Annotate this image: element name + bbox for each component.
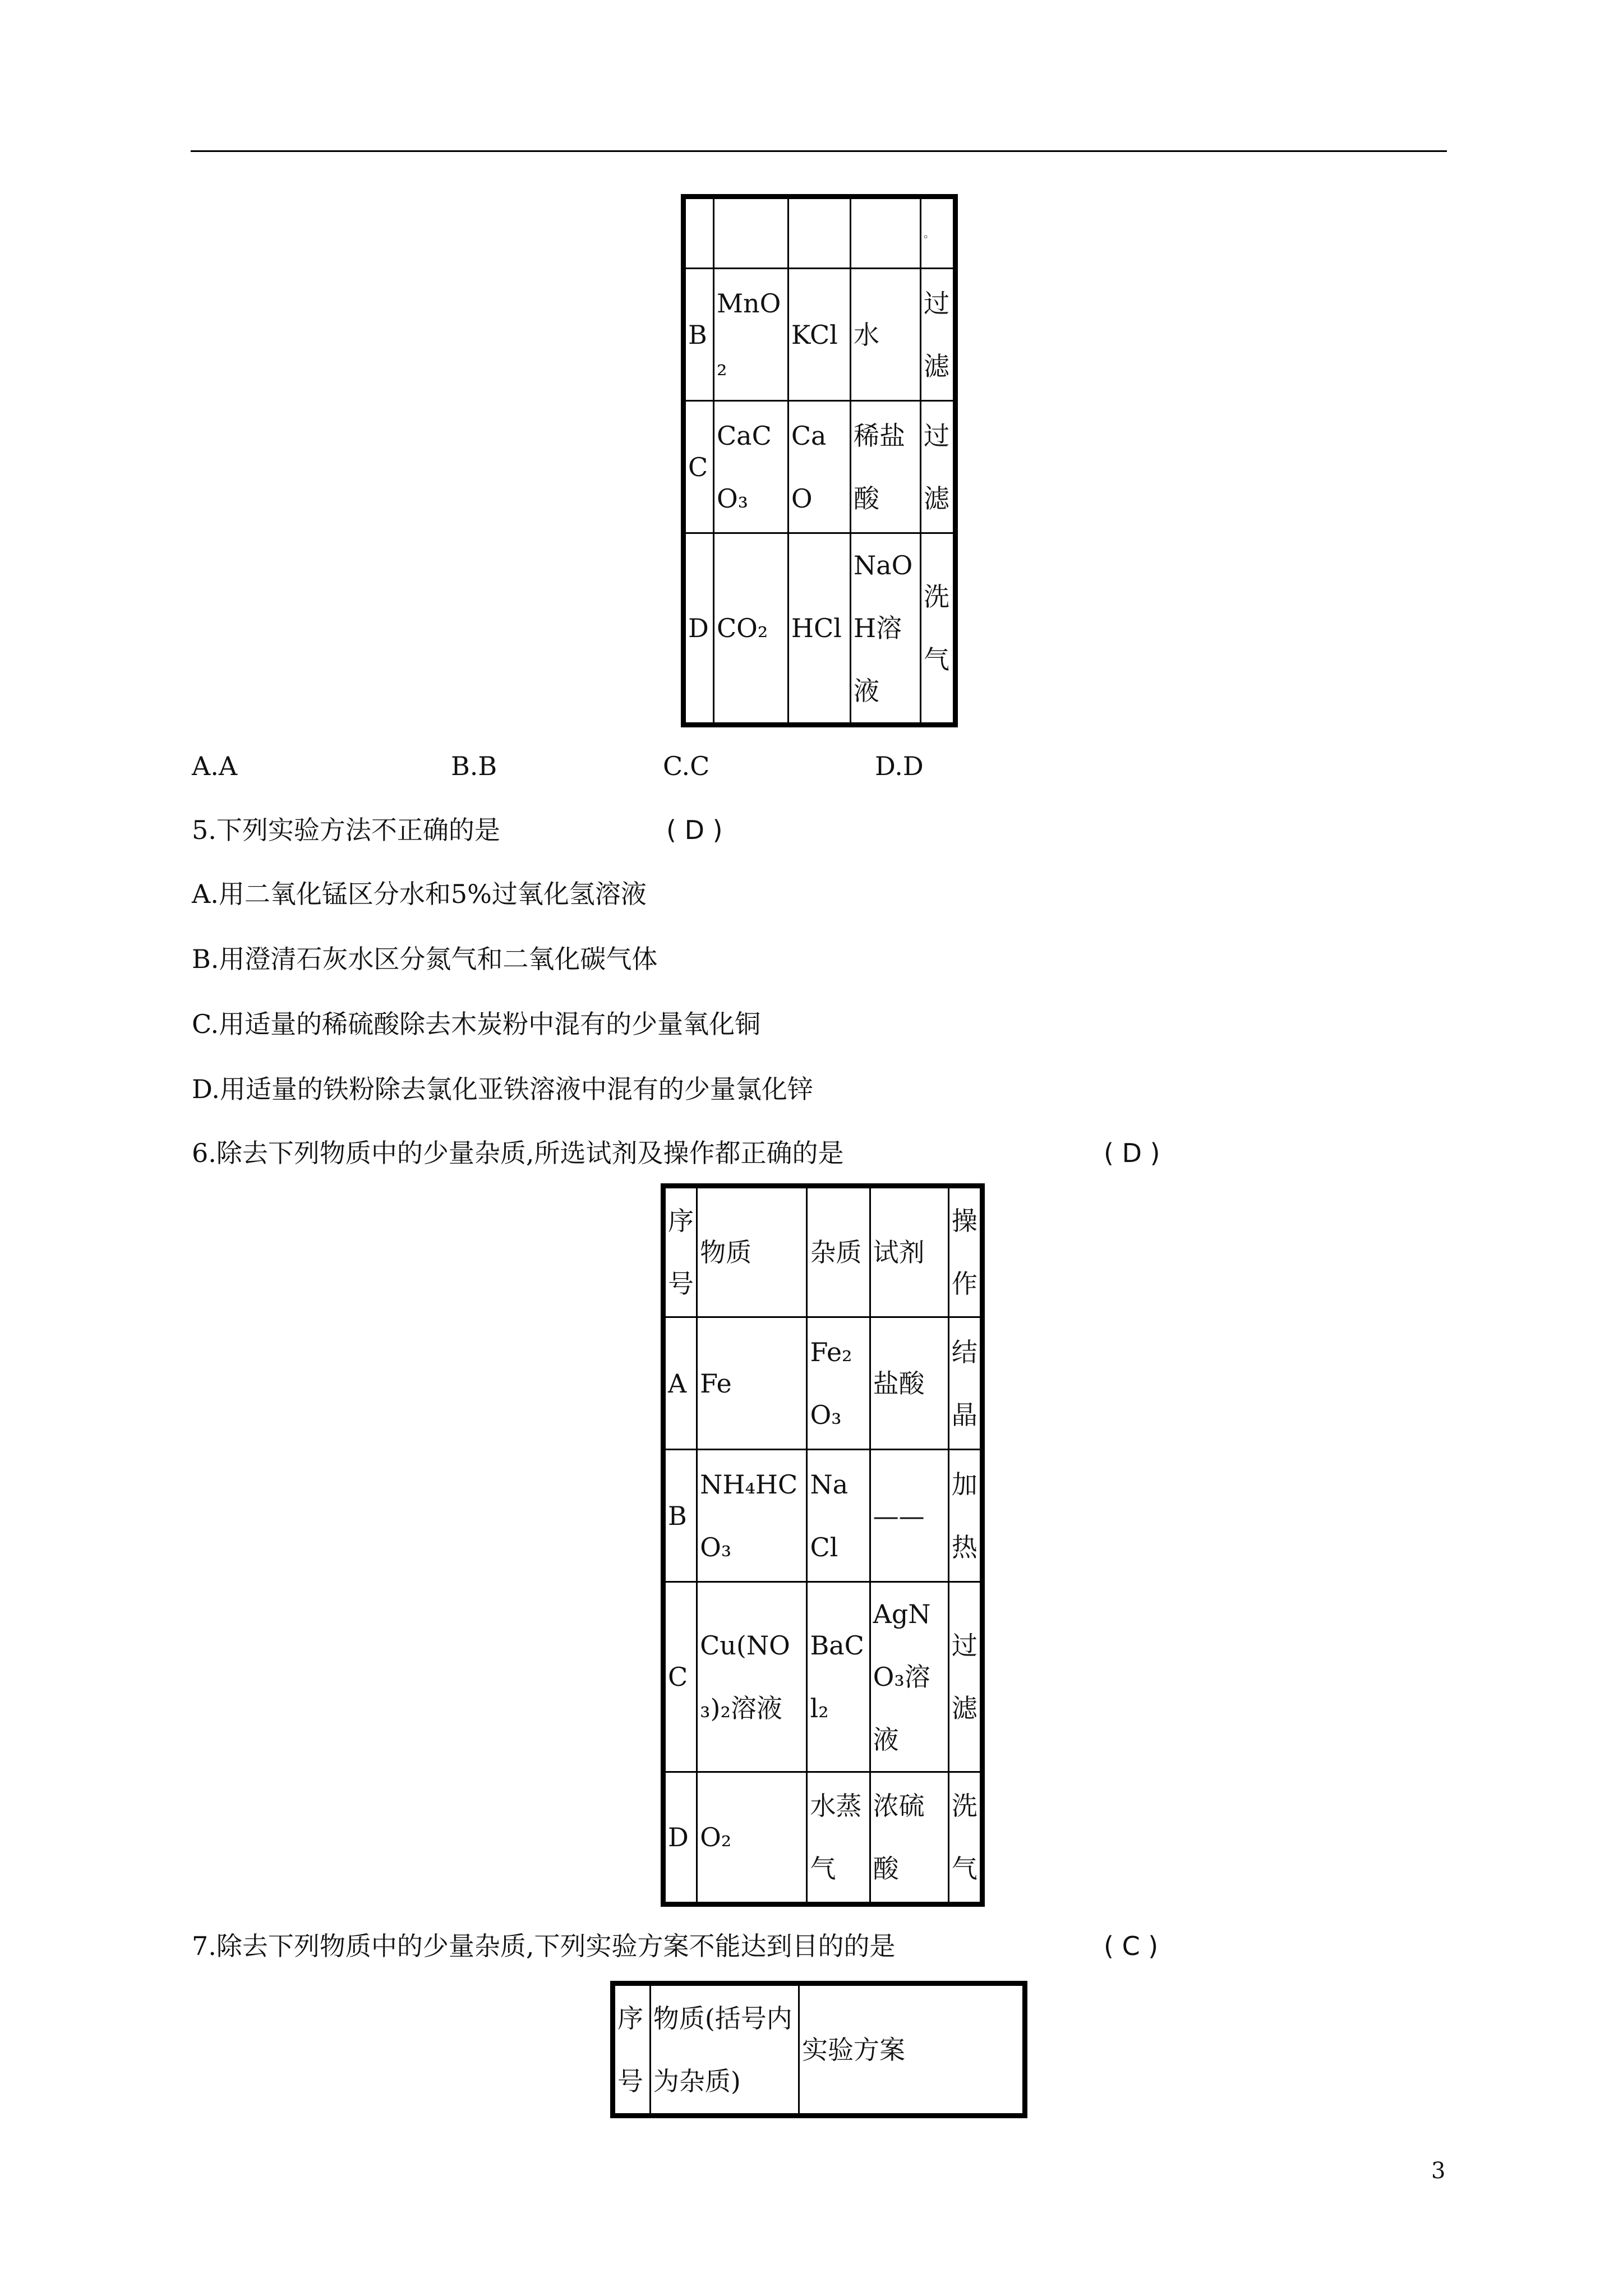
table-cell: HCl [788, 533, 850, 725]
table-header-cell: 物质 [697, 1186, 807, 1317]
table-cell: KCl [788, 269, 850, 401]
table-cell: B [663, 1450, 697, 1582]
table-header-cell: 试剂 [870, 1186, 948, 1317]
table-row [663, 1450, 983, 1582]
table-cell: CaCO₃ [713, 401, 788, 533]
table-cell [684, 197, 714, 269]
table-cell: MnO₂ [713, 269, 788, 401]
table-header-cell: 实验方案 [799, 1984, 1025, 2116]
table-cell: —— [870, 1450, 948, 1582]
table-cell: 过滤 [921, 269, 956, 401]
table-cell: 浓硫酸 [870, 1772, 948, 1905]
table-cell [788, 197, 850, 269]
table-header-cell: 序号 [613, 1984, 651, 2116]
option-d: D.D [875, 751, 924, 781]
q4-table [681, 194, 958, 727]
question-5-option: B.用澄清石灰水区分氮气和二氧化碳气体 [192, 944, 658, 974]
table-cell: 洗气 [948, 1772, 982, 1905]
question-6-answer: ( D ) [1104, 1138, 1160, 1168]
question-5-option: C.用适量的稀硫酸除去木炭粉中混有的少量氧化铜 [192, 1009, 761, 1039]
table-cell: 过滤 [921, 401, 956, 533]
table-cell: 加热 [948, 1450, 982, 1582]
table-cell: 稀盐酸 [850, 401, 920, 533]
question-5-option: A.用二氧化锰区分水和5%过氧化氢溶液 [192, 879, 647, 909]
question-5-stem: 5.下列实验方法不正确的是 [192, 815, 500, 845]
table-cell: 结晶 [948, 1317, 982, 1450]
table-cell: NaOH溶液 [850, 533, 920, 725]
option-c: C.C [663, 751, 710, 781]
table-cell: BaCl₂ [807, 1582, 870, 1772]
header-rule [191, 150, 1447, 152]
q6-table [661, 1183, 985, 1907]
table-row [684, 269, 956, 401]
page-number: 3 [1431, 2158, 1446, 2184]
question-7-answer: ( C ) [1104, 1931, 1159, 1961]
question-5-answer: ( D ) [666, 815, 723, 845]
table-cell [850, 197, 920, 269]
table-cell: O₂ [697, 1772, 807, 1905]
question-5-option: D.用适量的铁粉除去氯化亚铁溶液中混有的少量氯化锌 [192, 1074, 813, 1104]
table-cell: 水 [850, 269, 920, 401]
table-header-cell: 物质(括号内为杂质) [650, 1984, 799, 2116]
option-a: A.A [192, 751, 238, 781]
table-cell: AgNO₃溶液 [870, 1582, 948, 1772]
table-cell: Fe [697, 1317, 807, 1450]
table-cell: C [663, 1582, 697, 1772]
table-cell: 盐酸 [870, 1317, 948, 1450]
option-b: B.B [451, 751, 497, 781]
question-6-stem: 6.除去下列物质中的少量杂质,所选试剂及操作都正确的是 [192, 1138, 844, 1168]
table-cell: D [684, 533, 714, 725]
table-cell: B [684, 269, 714, 401]
table-row [684, 197, 956, 269]
q7-table [610, 1981, 1027, 2118]
table-header-cell: 序号 [663, 1186, 697, 1317]
table-header-row [663, 1186, 983, 1317]
table-header-row [613, 1984, 1025, 2116]
table-cell: 洗气 [921, 533, 956, 725]
table-cell: 过滤 [948, 1582, 982, 1772]
table-row [684, 533, 956, 725]
table-cell: CO₂ [713, 533, 788, 725]
table-row [663, 1317, 983, 1450]
table-cell: CaO [788, 401, 850, 533]
table-cell: A [663, 1317, 697, 1450]
table-cell: Cu(NO₃)₂溶液 [697, 1582, 807, 1772]
table-cell: C [684, 401, 714, 533]
table-cell: D [663, 1772, 697, 1905]
table-row [684, 401, 956, 533]
table-cell: NH₄HCO₃ [697, 1450, 807, 1582]
table-cell [713, 197, 788, 269]
table-cell: Fe₂O₃ [807, 1317, 870, 1450]
table-cell: 。 [921, 197, 956, 269]
table-header-cell: 操作 [948, 1186, 982, 1317]
table-row [663, 1772, 983, 1905]
question-7-stem: 7.除去下列物质中的少量杂质,下列实验方案不能达到目的的是 [192, 1931, 896, 1961]
table-cell: 水蒸气 [807, 1772, 870, 1905]
table-row [663, 1582, 983, 1772]
table-header-cell: 杂质 [807, 1186, 870, 1317]
table-cell: NaCl [807, 1450, 870, 1582]
